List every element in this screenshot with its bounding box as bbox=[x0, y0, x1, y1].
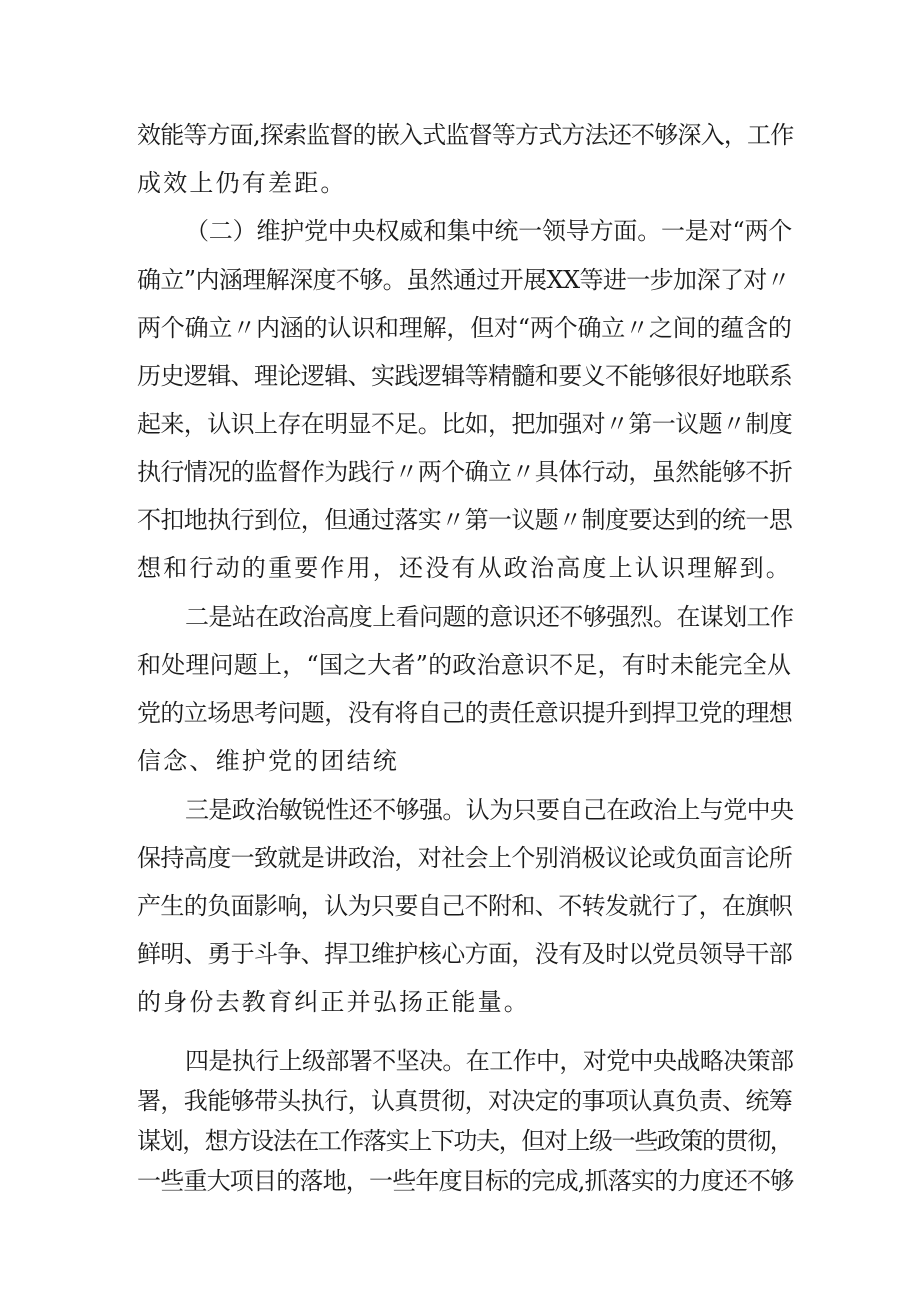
text-line: 和处理问题上，“国之大者”的政治意识不足，有时未能完全从 bbox=[137, 651, 792, 679]
text-line: 党的立场思考问题，没有将自己的责任意识提升到捍卫党的理想 bbox=[137, 699, 793, 727]
text-line: 不扣地执行到位，但通过落实〃第一议题〃制度要达到的统一思 bbox=[137, 506, 793, 534]
text-line: 确立”内涵理解深度不够。虽然通过开展XX等进一步加深了对〃 bbox=[137, 266, 791, 294]
text-line: 的身份去教育纠正并弘扬正能量。 bbox=[137, 988, 530, 1016]
text-line: 二是站在政治高度上看问题的意识还不够强烈。在谋划工作 bbox=[185, 603, 794, 631]
text-line: 起来，认识上存在明显不足。比如，把加强对〃第一议题〃制度 bbox=[137, 410, 793, 438]
text-line: 产生的负面影响，认为只要自己不附和、不转发就行了，在旗帜 bbox=[137, 892, 793, 920]
text-line: 署，我能够带头执行，认真贯彻，对决定的事项认真负责、统筹 bbox=[137, 1087, 793, 1115]
text-line: 三是政治敏锐性还不够强。认为只要自己在政治上与党中央 bbox=[185, 796, 794, 824]
text-line: （二）维护党中央权威和集中统一领导方面。一是对“两个 bbox=[185, 217, 793, 245]
text-line: 历史逻辑、理论逻辑、实践逻辑等精髓和要义不能够很好地联系 bbox=[137, 362, 793, 390]
text-line: 执行情况的监督作为践行〃两个确立〃具体行动，虽然能够不折 bbox=[137, 458, 793, 486]
text-line: 谋划，想方设法在工作落实上下功夫，但对上级一些政策的贯彻， bbox=[137, 1127, 793, 1155]
text-line: 效能等方面,探索监督的嵌入式监督等方式方法还不够深入，工作 bbox=[137, 121, 794, 149]
text-line: 鲜明、勇于斗争、捍卫维护核心方面，没有及时以党员领导干部 bbox=[137, 940, 793, 968]
text-line: 一些重大项目的落地，一些年度目标的完成,抓落实的力度还不够 bbox=[137, 1167, 794, 1195]
text-line: 两个确立〃内涵的认识和理解，但对“两个确立〃之间的蕴含的 bbox=[137, 314, 792, 342]
text-line: 信念、维护党的团结统 bbox=[137, 747, 399, 775]
text-line: 四是执行上级部署不坚决。在工作中，对党中央战略决策部 bbox=[185, 1047, 794, 1075]
text-line: 成效上仍有差距。 bbox=[137, 169, 347, 197]
text-line: 想和行动的重要作用，还没有从政治高度上认识理解到。 bbox=[137, 554, 792, 582]
text-line: 保持高度一致就是讲政治，对社会上个别消极议论或负面言论所 bbox=[137, 844, 793, 872]
